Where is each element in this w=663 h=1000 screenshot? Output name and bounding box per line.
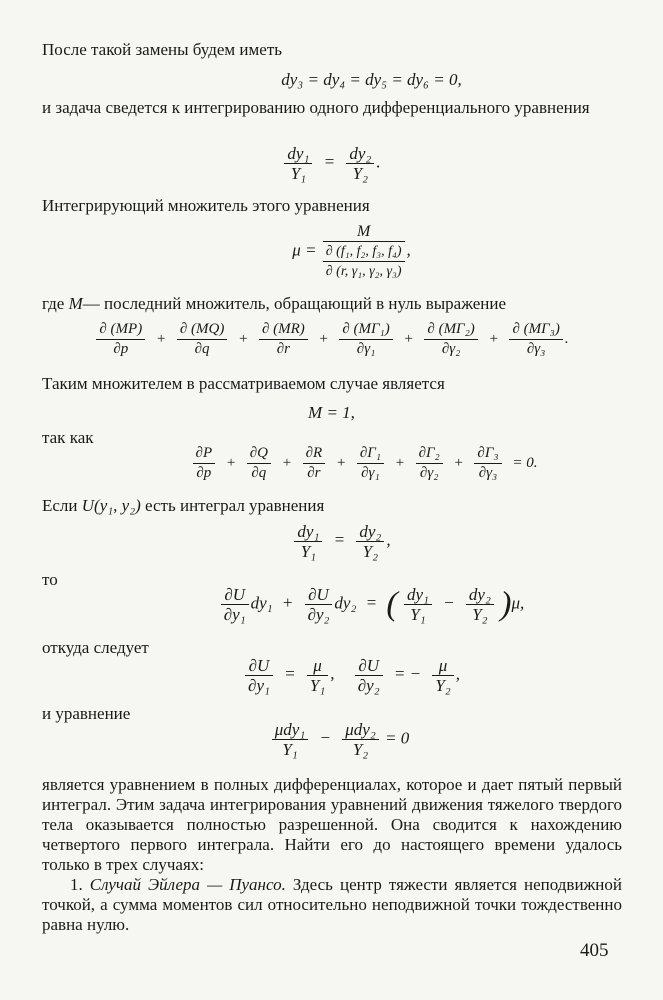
eq7-num2: dy₂ (356, 522, 384, 542)
eq2-num1: dy₁ (284, 144, 312, 164)
eq8-equals: = (365, 593, 378, 613)
eq8-a-num: ∂U (221, 585, 249, 605)
p7-prefix: Если (42, 496, 78, 515)
eq7-num1: dy₁ (294, 522, 322, 542)
eq8-lparen: ( (386, 585, 398, 623)
eq7-den1: Y₁ (300, 542, 317, 561)
p12-title: Случай Эйлера — Пуансо. (89, 875, 286, 894)
eq8-c-num: dy₁ (404, 585, 432, 605)
equation-3 (20, 222, 663, 281)
eq8-a-var: dy₁ (250, 593, 273, 613)
eq4-plus-4: + (403, 330, 414, 347)
paragraph-6: так как (42, 428, 94, 447)
paragraph-10: и уравнение (42, 704, 131, 723)
eq9-c-num: ∂U (355, 656, 383, 676)
eq2-num2: dy₂ (346, 144, 374, 164)
eq10-end: = 0 (385, 728, 410, 748)
eq9-c-den: ∂y₂ (357, 676, 380, 695)
eq9-sep: , (330, 664, 335, 684)
paragraph-9: откуда следует (42, 638, 149, 657)
eq9-end: , (455, 664, 460, 684)
eq8-b-den: ∂y₂ (307, 605, 330, 624)
p7-args: (y₁, y₂) (94, 496, 141, 515)
eq6-den-5: ∂γ₃ (478, 465, 498, 481)
eq10-b-num: μdy₂ (342, 720, 379, 740)
eq9-b-den: Y₁ (309, 676, 326, 695)
eq4-den-5: ∂γ₃ (526, 341, 546, 357)
eq6-plus-4: + (394, 454, 405, 471)
eq7-end: , (386, 530, 391, 550)
eq8-b-var: dy₂ (334, 593, 357, 613)
eq9-b-num: μ (307, 656, 328, 676)
eq8-plus: + (281, 593, 294, 613)
eq3-num: M (323, 222, 405, 242)
eq7-den2: Y₂ (362, 542, 379, 561)
equation-7 (10, 522, 663, 561)
eq8-rparen: ) (500, 585, 512, 623)
equation-6 (35, 444, 663, 483)
eq4-num-4: ∂ (MΓ₂) (424, 320, 477, 340)
eq6-den-3: ∂γ₁ (361, 465, 380, 481)
p12-rest: Здесь центр тяжести является неподвижной точкой, а сумма моментов сил относительно неподвижной точки тождественно равна нулю. (42, 875, 623, 934)
eq6-den-2: ∂r (307, 465, 321, 481)
eq6-plus-2: + (281, 454, 292, 471)
eq8-a-den: ∂y₁ (223, 605, 246, 624)
eq4-num-1: ∂ (MQ) (177, 320, 227, 340)
eq4-den-0: ∂p (113, 341, 129, 357)
eq6-den-4: ∂γ₂ (419, 465, 439, 481)
eq4-num-0: ∂ (MP) (96, 320, 145, 340)
eq6-num-5: ∂Γ₃ (474, 444, 501, 464)
p7-rest: есть интеграл уравнения (145, 496, 325, 515)
eq8-d-den: Y₂ (472, 605, 488, 624)
eq4-plus-2: + (238, 330, 249, 347)
eq7-equals: = (333, 530, 346, 550)
eq4-den-2: ∂r (276, 341, 290, 357)
eq9-a-num: ∂U (245, 656, 273, 676)
eq6-plus-1: + (225, 454, 236, 471)
p7-func: U (81, 496, 95, 515)
paragraph-1: После такой замены будем иметь (42, 40, 283, 59)
eq4-den-1: ∂q (194, 341, 210, 357)
eq10-a-num: μdy₁ (272, 720, 309, 740)
eq6-plus-5: + (453, 454, 464, 471)
p4-rest: — последний множитель, обращающий в нуль выражение (82, 294, 507, 313)
equation-2 (0, 144, 663, 183)
paragraph-8: то (42, 570, 58, 589)
eq8-b-num: ∂U (305, 585, 333, 605)
eq6-num-0: ∂P (193, 444, 216, 464)
eq4-den-4: ∂γ₂ (441, 341, 461, 357)
equation-8 (40, 585, 663, 624)
eq3-inner-num: ∂ (f₁, f₂, f₃, f₄) (323, 242, 405, 262)
eq10-minus: − (319, 728, 331, 748)
eq3-end: , (406, 240, 411, 260)
eq8-d-num: dy₂ (466, 585, 494, 605)
equation-10 (8, 720, 663, 759)
eq6-num-1: ∂Q (247, 444, 271, 464)
eq3-inner-den: ∂ (r, γ₁, γ₂, γ₃) (325, 264, 402, 279)
eq6-end: = 0. (512, 454, 538, 471)
eq10-a-den: Y₁ (282, 740, 298, 759)
paragraph-2: и задача сведется к интегрированию одного дифференциального уравнения (42, 98, 590, 117)
eq9-equals-1: = (284, 664, 296, 684)
eq4-plus-5: + (488, 330, 499, 347)
eq3-lhs: μ = (292, 240, 317, 260)
eq4-plus-1: + (155, 330, 167, 347)
eq4-end: . (564, 330, 569, 347)
eq2-equals: = (323, 152, 336, 172)
eq8-c-den: Y₁ (410, 605, 426, 624)
equation-1: dy₃ = dy₄ = dy₅ = dy₆ = 0, (281, 70, 462, 89)
eq9-a-den: ∂y₁ (248, 676, 270, 695)
eq8-minus: − (443, 593, 455, 613)
eq9-equals-2: = − (393, 664, 422, 684)
eq6-num-3: ∂Γ₁ (357, 444, 384, 464)
eq10-b-den: Y₂ (352, 740, 369, 759)
equation-5: M = 1, (308, 403, 355, 422)
eq4-num-3: ∂ (MΓ₁) (339, 320, 392, 340)
eq2-den2: Y₂ (352, 164, 369, 183)
eq4-num-2: ∂ (MR) (259, 320, 308, 340)
eq6-plus-3: + (335, 454, 347, 471)
p4-var: M (68, 294, 83, 313)
eq6-num-4: ∂Γ₂ (416, 444, 443, 464)
eq9-d-den: Y₂ (435, 676, 451, 695)
paragraph-5: Таким множителем в рассматриваемом случае является (42, 374, 445, 393)
eq4-den-3: ∂γ₁ (356, 341, 376, 357)
p12-num: 1. (70, 875, 83, 894)
eq6-den-1: ∂q (251, 465, 267, 481)
p4-prefix: где (42, 294, 65, 313)
eq9-d-num: μ (432, 656, 453, 676)
equation-9 (20, 656, 663, 695)
eq6-den-0: ∂p (196, 465, 212, 481)
eq6-num-2: ∂R (303, 444, 326, 464)
eq8-end: μ, (511, 593, 525, 613)
paragraph-7 (42, 496, 622, 517)
paragraph-3: Интегрирующий множитель этого уравнения (42, 196, 370, 215)
eq2-den1: Y₁ (290, 164, 307, 183)
eq4-plus-3: + (318, 330, 329, 347)
paragraph-4 (42, 294, 622, 315)
equation-4 (0, 320, 663, 359)
eq2-end: . (376, 152, 381, 172)
paragraph-11: является уравнением в полных дифференциалах, которое и дает пятый первый интеграл. Этим задача интегрирования уравнений движения тяжелого твердого тела оказывается полностью разрешенной. Она сводится к нахождению четвертого первого интеграла. Найти его до настоящего времени удалось только в трех случаях: (42, 775, 622, 874)
eq4-num-5: ∂ (MΓ₃) (509, 320, 562, 340)
paragraph-12 (42, 875, 622, 935)
page-number: 405 (580, 940, 609, 961)
